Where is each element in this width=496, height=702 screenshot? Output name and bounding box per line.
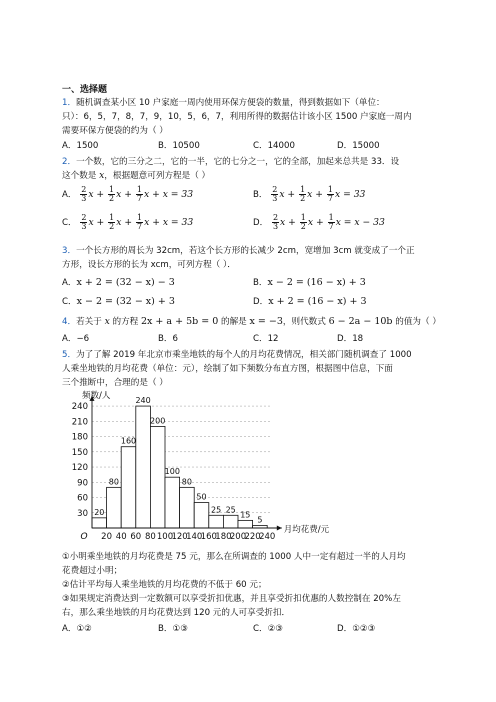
origin-label: O — [80, 532, 88, 542]
q5-option-b[interactable]: B．①③ — [158, 624, 188, 634]
q3-option-a[interactable]: A．x + 2 = (32 − x) − 3 — [62, 277, 175, 288]
bar-value-label: 80 — [108, 477, 119, 487]
q3-line-1 — [62, 244, 440, 258]
x-tick-label: 220 — [244, 532, 261, 542]
x-axis-arrow — [277, 526, 282, 531]
x-tick-label: 120 — [171, 532, 188, 542]
histogram-bar — [180, 487, 195, 528]
q1-line-2: 只）：6，5，7，8，7，9，10，5，6，7，利用所得的数据估计该小区 1500 户家庭一周内 — [62, 112, 412, 122]
x-tick-label: 40 — [115, 532, 127, 542]
frequency-histogram — [62, 390, 362, 550]
q4-number: 4． — [62, 317, 77, 327]
q5-line-3: 三个推断中，合理的是（ ） — [62, 378, 168, 388]
q4-option-c[interactable]: C．12 — [253, 334, 279, 344]
bar-value-label: 5 — [257, 515, 263, 525]
q2-option-b[interactable]: B． $\frac{2}{3}$ x + $\frac{1}{2}$ x + $\frac{1}{7}$ x = 33 — [253, 185, 366, 203]
bar-value-label: 80 — [181, 477, 192, 487]
q3-option-b[interactable]: B．x − 2 = (16 − x) + 3 — [253, 277, 366, 288]
q2-option-c[interactable]: C． $\frac{2}{3}$ x + $\frac{1}{2}$ x + $\frac{1}{7}$ x + x = 33 — [62, 213, 194, 231]
bar-value-label: 25 — [211, 505, 222, 515]
y-axis-title: 频数/人 — [82, 390, 111, 401]
q3-option-d[interactable]: D．x + 2 = (16 − x) + 3 — [253, 296, 367, 307]
q5-statement-1-cont: 花费超过小明； — [62, 566, 123, 576]
bar-value-label: 20 — [94, 507, 105, 517]
y-tick-label: 240 — [71, 402, 88, 413]
histogram-bar — [136, 406, 151, 528]
q1-option-c[interactable]: C．14000 — [253, 141, 295, 151]
q1-line-3: 需要环保方便袋的约为（ ） — [62, 126, 168, 136]
y-tick-label: 60 — [77, 493, 88, 504]
q5-statement-3-cont: 右，那么乘坐地铁的月均花费达到 120 元的人可享受折扣． — [62, 608, 291, 618]
histogram-bar — [150, 426, 165, 528]
x-tick-label: 160 — [200, 532, 217, 542]
q4-option-b[interactable]: B．6 — [158, 334, 178, 344]
q3-text: 一个长方形的周长为 32cm，若这个长方形的长减少 2cm，宽增加 3cm 就变成了一个正 — [76, 246, 415, 256]
y-tick-label: 150 — [71, 447, 88, 458]
x-tick-label: 60 — [130, 532, 142, 542]
q5-number: 5． — [62, 350, 77, 360]
q1-option-a[interactable]: A．1500 — [62, 141, 99, 151]
q5-statement-3: ③如果规定消费达到一定数额可以享受折扣优惠，并且享受折扣优惠的人数控制在 20%左 — [62, 594, 401, 604]
q2-text: 一个数，它的三分之二，它的一半，它的七分之一，它的全部，加起来总共是 33．设 — [76, 157, 400, 167]
y-tick-label: 30 — [77, 508, 88, 519]
q3-option-c[interactable]: C．x − 2 = (32 − x) + 3 — [62, 296, 175, 307]
bar-value-label: 100 — [164, 467, 180, 477]
q5-option-d[interactable]: D．①②③ — [337, 624, 376, 634]
q4-line-1: 4．若关于 x 的方程 2x + a + 5b = 0 的解是 x = −3，则代数式 6 − 2a − 10b 的值为（ ） — [62, 316, 441, 327]
q2-line-2: 这个数是 x，根据题意可列方程是（ ） — [62, 170, 211, 181]
x-tick-label: 140 — [186, 532, 203, 542]
x-tick-label: 80 — [144, 532, 156, 542]
q5-statement-2: ②估计平均每人乘坐地铁的月均花费的不低于 60 元； — [62, 580, 267, 590]
q5-line-2: 人乘坐地铁的月均花费（单位：元），绘制了如下频数分布直方图，根据图中信息，下面 — [62, 364, 393, 374]
y-tick-label: 180 — [71, 432, 88, 443]
q5-option-a[interactable]: A．①② — [62, 624, 92, 634]
q5-text: 为了了解 2019 年北京市乘坐地铁的每个人的月均花费情况，相关部门随机调查了 1000 — [76, 350, 412, 360]
bar-value-label: 25 — [225, 505, 236, 515]
histogram-bar — [194, 503, 209, 528]
x-tick-label: 200 — [229, 532, 247, 542]
bar-value-label: 50 — [196, 492, 207, 502]
y-tick-label: 120 — [71, 463, 88, 474]
bar-value-label: 240 — [135, 396, 151, 406]
q4-option-a[interactable]: A．−6 — [62, 334, 90, 344]
x-axis-title: 月均花费/元 — [283, 525, 330, 535]
q5-statement-1: ①小明乘坐地铁的月均花费是 75 元，那么在所调查的 1000 人中一定有超过一半的人月均 — [62, 552, 406, 562]
q3-number: 3． — [62, 246, 77, 256]
q1-text: 随机调查某小区 10 户家庭一周内使用环保方便袋的数量，得到数据如下（单位： — [76, 98, 385, 108]
q2-line-1 — [62, 155, 440, 169]
x-tick-label: 100 — [156, 532, 174, 542]
bar-value-label: 200 — [150, 416, 166, 426]
x-tick-label: 180 — [215, 532, 232, 542]
histogram-bar — [209, 515, 224, 528]
bar-value-label: 160 — [120, 436, 137, 446]
x-tick-label: 240 — [259, 532, 276, 542]
histogram-bar — [238, 520, 253, 528]
y-tick-label: 90 — [77, 478, 88, 489]
q2-number: 2． — [62, 157, 77, 167]
q1-line-1 — [62, 96, 440, 110]
histogram-bar — [121, 447, 136, 528]
q3-line-2: 方形，设长方形的长为 xcm，可列方程（ ）． — [62, 260, 236, 270]
q2-option-a[interactable]: A． $\frac{2}{3}$ x + $\frac{1}{2}$ x + $\frac{1}{7}$ x + x = 33 — [62, 185, 194, 203]
q4-option-d[interactable]: D．18 — [337, 334, 364, 344]
q5-option-c[interactable]: C．②③ — [253, 624, 284, 634]
histogram-bar — [92, 518, 107, 528]
bar-value-label: 15 — [240, 510, 251, 520]
q1-option-b[interactable]: B．10500 — [158, 141, 200, 151]
histogram-bar — [165, 477, 180, 528]
q5-line-1 — [62, 348, 442, 362]
q2-option-d[interactable]: D． $\frac{2}{3}$ x + $\frac{1}{2}$ x + $\frac{1}{7}$ x = x − 33 — [253, 213, 385, 231]
section-title: 一、选择题 — [62, 85, 108, 95]
histogram-bar — [223, 515, 238, 528]
q1-number: 1． — [62, 98, 77, 108]
x-tick-label: 20 — [101, 532, 113, 542]
q1-option-d[interactable]: D．15000 — [337, 141, 380, 151]
y-tick-label: 210 — [71, 417, 88, 428]
histogram-bar — [107, 487, 122, 528]
